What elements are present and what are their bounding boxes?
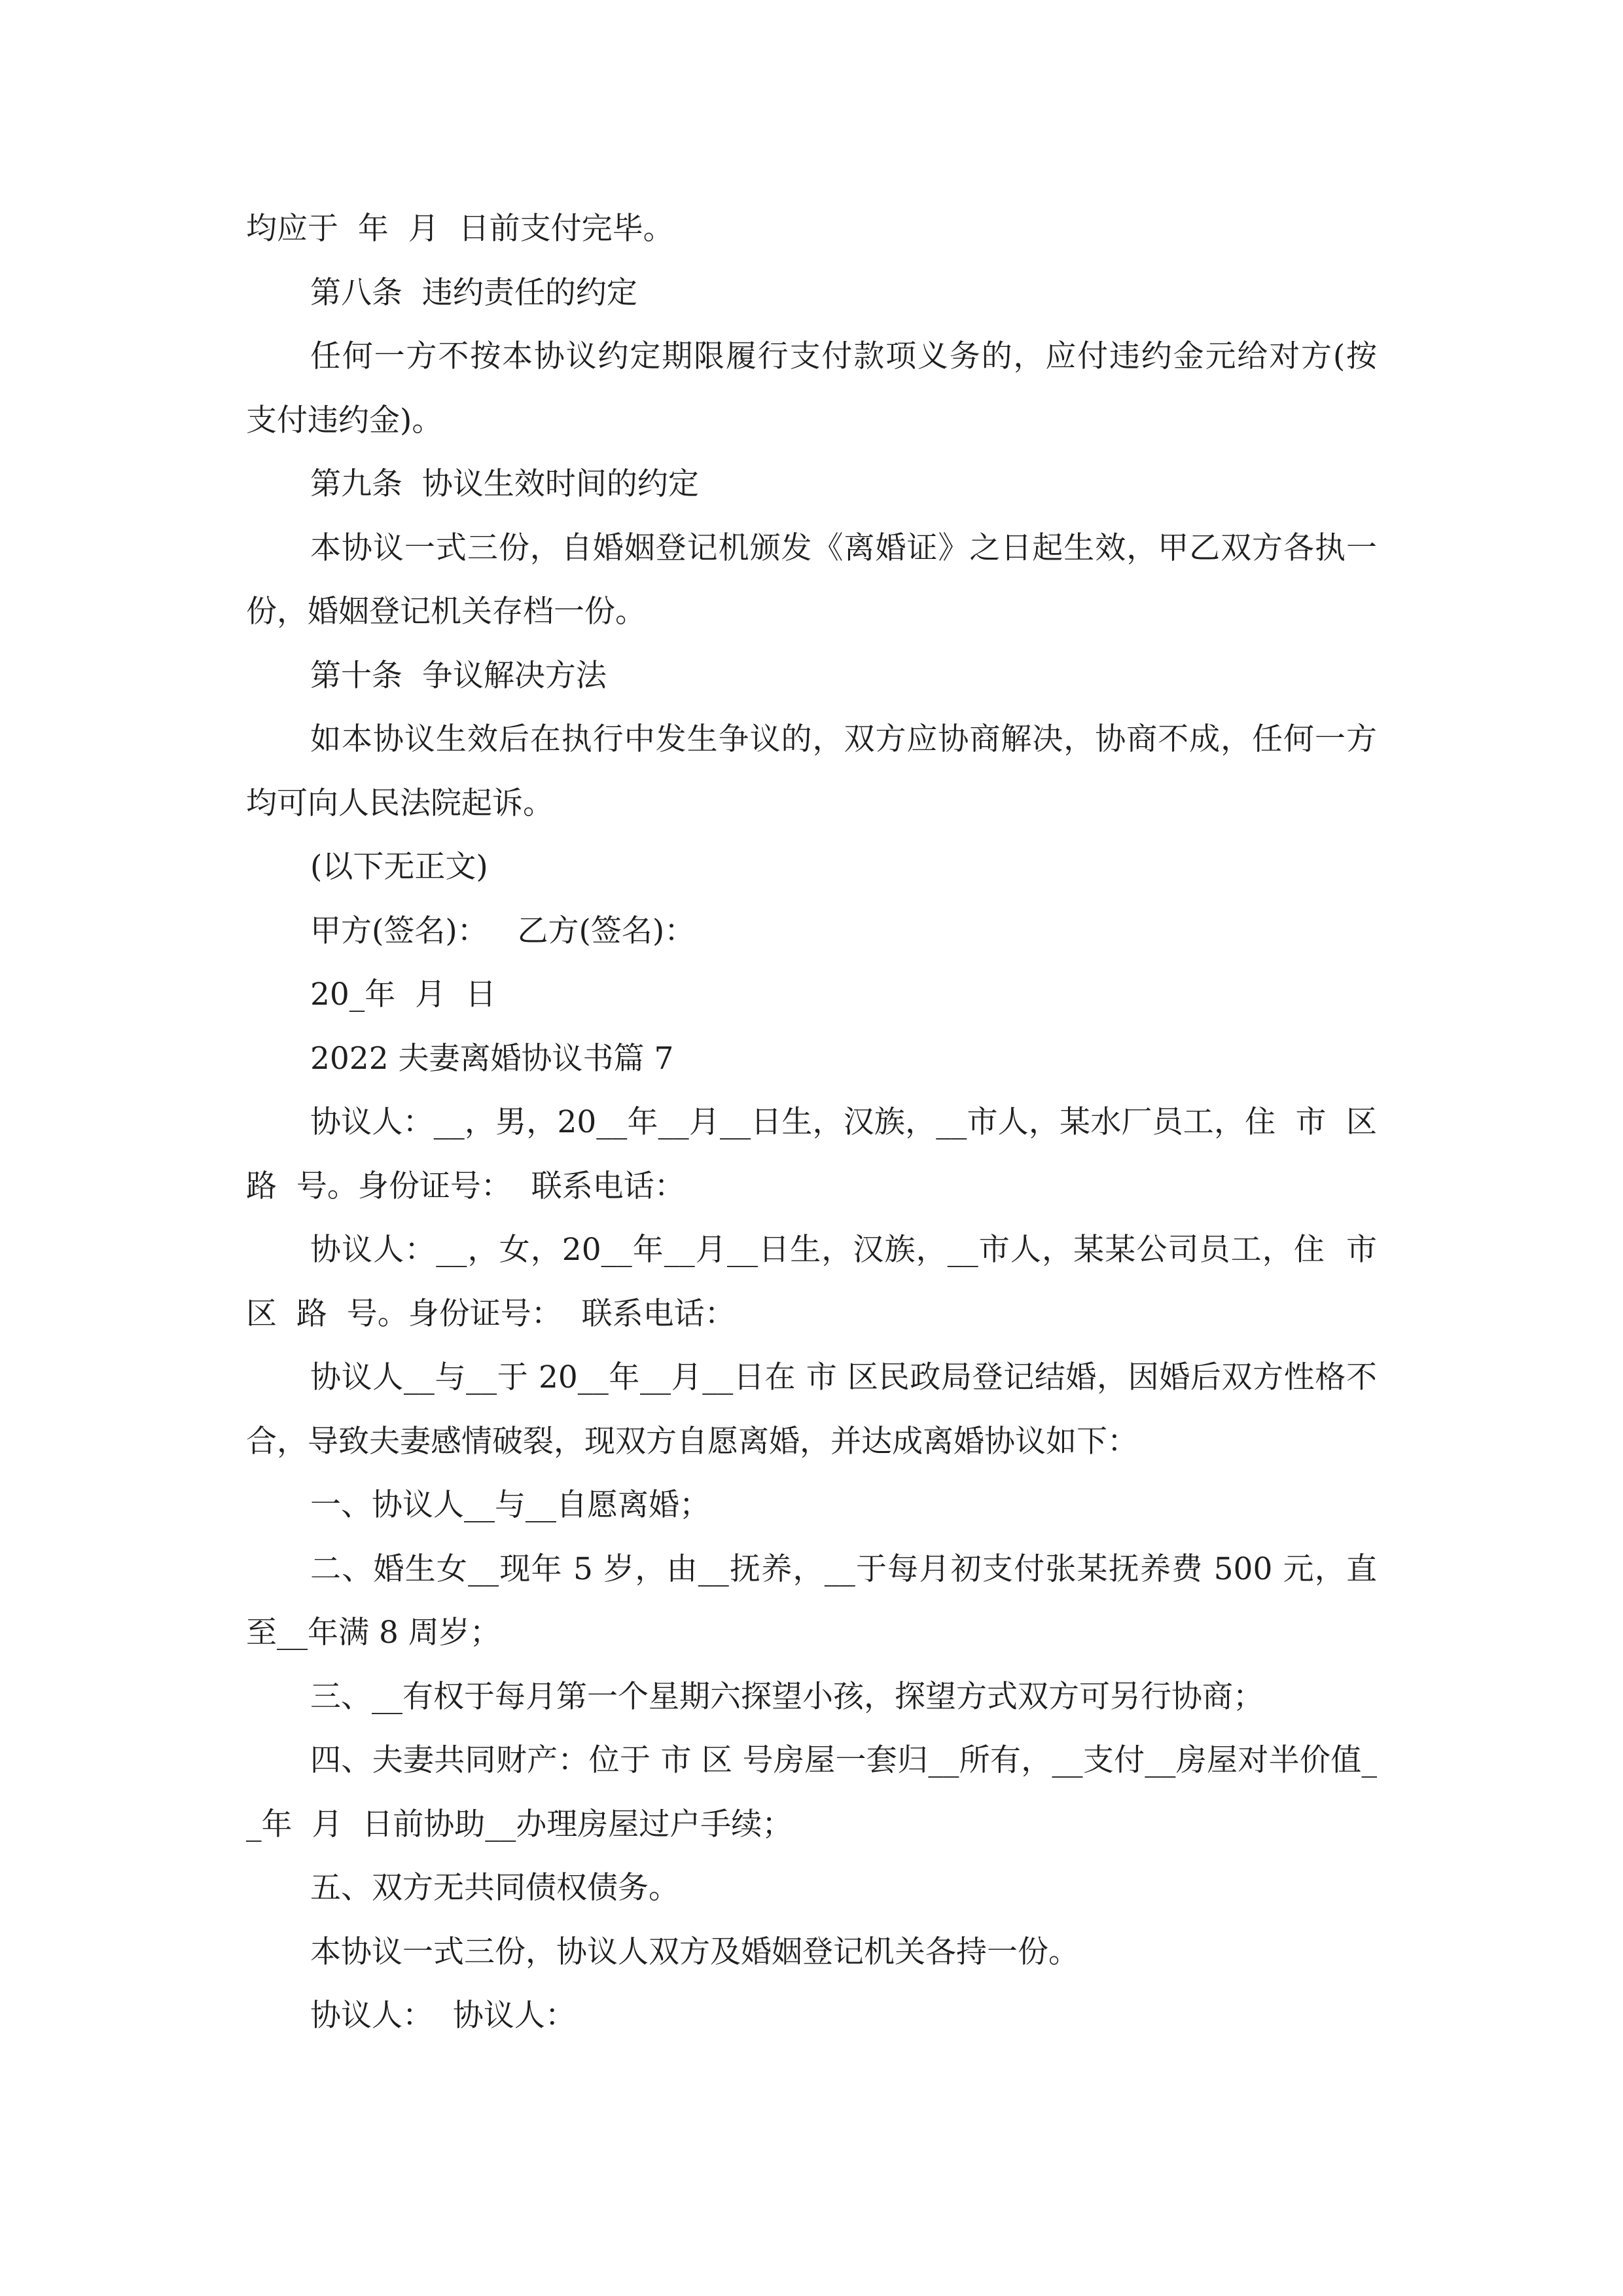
clause-1-divorce: 一、协议人__与__自愿离婚；	[310, 1487, 710, 1523]
heading-article-8: 第八条 违约责任的约定	[310, 274, 637, 311]
paragraph-party-male: 协议人：__，男，20__年__月__日生，汉族，__市人，某水厂员工，住 市 区 路 号。身份证号： 联系电话：	[246, 1104, 1397, 1204]
document-body	[246, 197, 1397, 2048]
paragraph-marriage-background: 协议人__与__于 20__年__月__日在 市 区民政局登记结婚，因婚后双方性格不合，导致夫妻感情破裂，现双方自愿离婚，并达成离婚协议如下：	[246, 1359, 1377, 1460]
paragraph-party-female: 协议人：__，女，20__年__月__日生，汉族，__市人，某某公司员工，住 市 区 路 号。身份证号： 联系电话：	[246, 1232, 1397, 1332]
clause-3-visitation: 三、__有权于每月第一个星期六探望小孩，探望方式双方可另行协商；	[310, 1678, 1264, 1715]
paragraph-effective-time: 本协议一式三份，自婚姻登记机颁发《离婚证》之日起生效，甲乙双方各执一份，婚姻登记机关存档一份。	[246, 529, 1377, 630]
heading-article-9: 第九条 协议生效时间的约定	[310, 466, 699, 502]
paragraph-no-further-text: (以下无正文)	[310, 849, 488, 885]
paragraph-payment-deadline: 均应于 年 月 日前支付完毕。	[246, 211, 674, 247]
paragraph-copies: 本协议一式三份，协议人双方及婚姻登记机关各持一份。	[310, 1933, 1079, 1970]
clause-4-property: 四、夫妻共同财产：位于 市 区 号房屋一套归__所有，__支付__房屋对半价值__年 月 日前协助__办理房屋过户手续；	[246, 1742, 1377, 1842]
heading-article-10: 第十条 争议解决方法	[310, 657, 607, 694]
date-line: 20_年 月 日	[310, 977, 497, 1013]
clause-2-child-custody: 二、婚生女__现年 5 岁，由__抚养，__于每月初支付张某抚养费 500 元，直至__年满 8 周岁；	[246, 1551, 1377, 1651]
signature-line-parties: 甲方(签名)： 乙方(签名)：	[310, 912, 696, 949]
clause-5-debts: 五、双方无共同债权债务。	[310, 1870, 679, 1906]
signature-line-agreement-parties: 协议人： 协议人：	[310, 1998, 576, 2034]
paragraph-breach-liability: 任何一方不按本协议约定期限履行支付款项义务的，应付违约金元给对方(按 支付违约金)。	[246, 338, 1397, 439]
paragraph-dispute-resolution: 如本协议生效后在执行中发生争议的，双方应协商解决，协商不成，任何一方均可向人民法院起诉。	[246, 721, 1377, 821]
section-title-part-7: 2022 夫妻离婚协议书篇 7	[310, 1040, 674, 1077]
